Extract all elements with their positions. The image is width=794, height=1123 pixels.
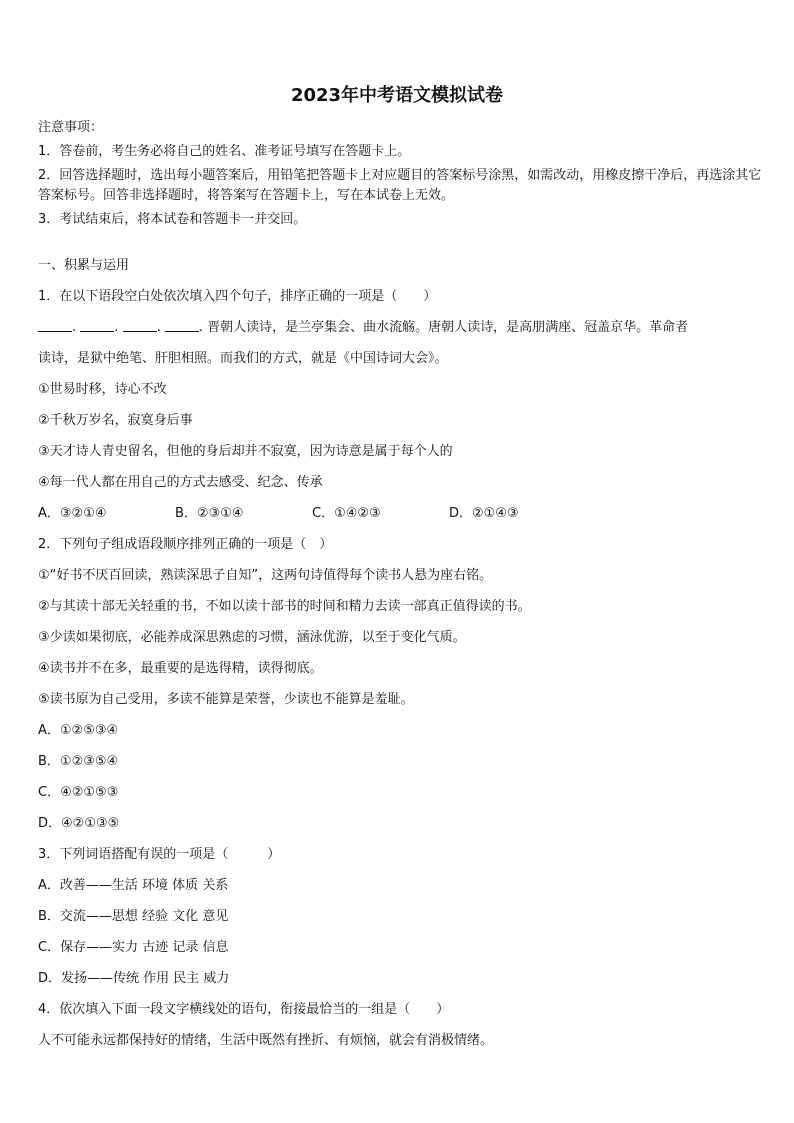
- option-d: D．④②①③⑤: [38, 816, 120, 831]
- sentence-item: ④读书并不在多，最重要的是选得精，读得彻底。: [38, 661, 323, 676]
- blank-separator: .: [156, 320, 161, 335]
- sentence-item: ⑤读书原为自己受用，多读不能算是荣誉，少读也不能算是羞耻。: [38, 692, 414, 707]
- question-stem: 1．在以下语段空白处依次填入四个句子，排序正确的一项是（ ）: [38, 289, 437, 304]
- option-c: C．①④②③: [312, 506, 381, 521]
- options-row: [38, 504, 762, 524]
- fill-blank: [38, 319, 72, 332]
- option-d: D．②①④③: [449, 506, 519, 521]
- question-stem: 2．下列句子组成语段顺序排列正确的一项是（ ）: [38, 537, 333, 552]
- notice-item: 1．答卷前，考生务必将自己的姓名、准考证号填写在答题卡上。: [38, 144, 411, 159]
- passage-line: [38, 318, 762, 338]
- option-b: B．交流——思想 经验 文化 意见: [38, 909, 229, 924]
- exam-body: [38, 118, 762, 1051]
- notice-item: 2．回答选择题时，选出每小题答案后，用铅笔把答题卡上对应题目的答案标号涂黑，如需改动，用橡皮擦干净后，再选涂其它答案标号。回答非选择题时，将答案写在答题卡上，写在本试卷上无效。: [38, 168, 762, 203]
- fill-blank: [80, 319, 114, 332]
- option-a: A．改善——生活 环境 体质 关系: [38, 878, 229, 893]
- option-d: D．发扬——传统 作用 民主 威力: [38, 971, 230, 986]
- passage-text: . 晋朝人读诗，是兰亭集会、曲水流觞。唐朝人读诗，是高朋满座、冠盖京华。革命者: [198, 320, 689, 335]
- page-title: 2023年中考语文模拟试卷: [290, 85, 504, 106]
- question-2: [38, 535, 762, 834]
- passage-line: 人不可能永远都保持好的情绪，生活中既然有挫折、有烦恼，就会有消极情绪。: [38, 1033, 494, 1048]
- notice-heading: 注意事项：: [38, 120, 104, 135]
- fill-blank: [123, 319, 157, 332]
- sentence-item: ②千秋万岁名，寂寞身后事: [38, 413, 193, 428]
- option-a: A．③②①④: [38, 506, 107, 521]
- sentence-item: ④每一代人都在用自己的方式去感受、纪念、传承: [38, 475, 323, 490]
- question-3: [38, 845, 762, 989]
- option-b: B．①②③⑤④: [38, 754, 119, 769]
- blank-separator: .: [72, 320, 77, 335]
- option-a: A．①②⑤③④: [38, 723, 119, 738]
- notice-item: 3．考试结束后，将本试卷和答题卡一并交回。: [38, 212, 307, 227]
- question-stem: 3．下列词语搭配有误的一项是（ ）: [38, 847, 281, 862]
- notice-block: [38, 118, 762, 230]
- option-c: C．保存——实力 古迹 记录 信息: [38, 940, 229, 955]
- sentence-item: ②与其读十部无关轻重的书，不如以读十部书的时间和精力去读一部真正值得读的书。: [38, 599, 531, 614]
- sentence-item: ③天才诗人青史留名，但他的身后却并不寂寞，因为诗意是属于每个人的: [38, 444, 453, 459]
- question-stem: 4．依次填入下面一段文字横线处的语句，衔接最恰当的一组是（ ）: [38, 1002, 450, 1017]
- blank-separator: .: [114, 320, 119, 335]
- passage-line: 读诗，是狱中绝笔、肝胆相照。而我们的方式，就是《中国诗词大会》。: [38, 351, 448, 366]
- fill-blank: [165, 319, 199, 332]
- question-1: [38, 287, 762, 524]
- sentence-item: ③少读如果彻底，必能养成深思熟虑的习惯，涵泳优游，以至于变化气质。: [38, 630, 466, 645]
- sentence-item: ①世易时移，诗心不改: [38, 382, 167, 397]
- sentence-item: ①“好书不厌百回读，熟读深思子自知”，这两句诗值得每个读书人悬为座右铭。: [38, 568, 493, 583]
- option-b: B．②③①④: [175, 506, 244, 521]
- option-c: C．④②①⑤③: [38, 785, 119, 800]
- section-heading: 一、积累与运用: [38, 258, 130, 273]
- question-4: [38, 1000, 762, 1051]
